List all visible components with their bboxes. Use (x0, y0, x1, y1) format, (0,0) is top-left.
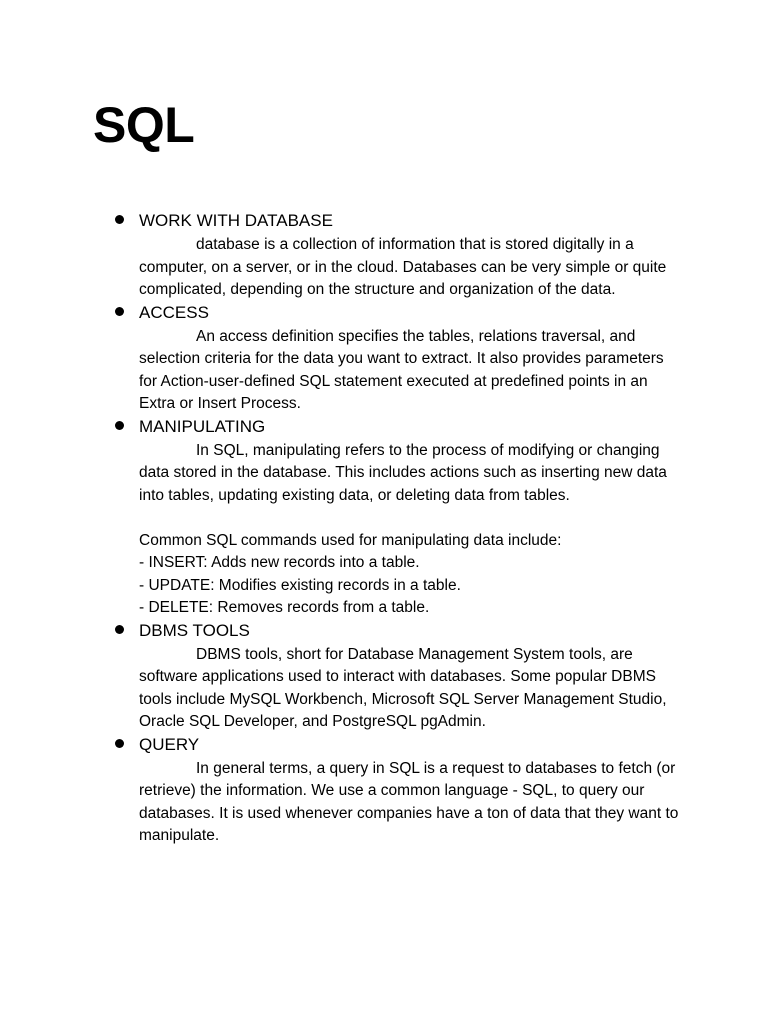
bullet-icon (115, 421, 124, 430)
section-heading: DBMS TOOLS (139, 620, 250, 640)
section-body: An access definition specifies the tables, relations traversal, and selection criteria for the data you want to extract. It also provides parameters for Action-user-defined SQL statement executed at predefined points in an Extra or Insert Process. (139, 327, 664, 412)
section-access (139, 302, 679, 416)
bullet-icon (115, 739, 124, 748)
section-work-with-database (139, 210, 679, 302)
bullet-icon (115, 307, 124, 316)
section-dbms-tools (139, 620, 679, 734)
section-list (139, 210, 679, 848)
section-body: database is a collection of information that is stored digitally in a computer, on a server, or in the cloud. Databases can be very simple or quite complicated, depending on the structure and organization of the data. (139, 236, 667, 298)
section-heading: MANIPULATING (139, 416, 266, 436)
section-heading: WORK WITH DATABASE (139, 211, 333, 230)
section-query (139, 734, 679, 848)
section-heading: QUERY (139, 734, 200, 754)
command-insert: - INSERT: Adds new records into a table. (139, 554, 420, 571)
section-manipulating (139, 416, 679, 620)
commands-intro: Common SQL commands used for manipulating data include: (139, 531, 562, 549)
command-delete: - DELETE: Removes records from a table. (139, 599, 430, 616)
sql-commands-list (139, 530, 679, 620)
bullet-icon (115, 625, 124, 634)
command-update: - UPDATE: Modifies existing records in a table. (139, 576, 461, 594)
section-body: In SQL, manipulating refers to the process of modifying or changing data stored in the database. This includes actions such as inserting new data into tables, updating existing data, or deleting data from tables. (139, 441, 667, 504)
section-body: DBMS tools, short for Database Management System tools, are software applications used to interact with databases. Some popular DBMS tools include MySQL Workbench, Microsoft SQL Server Management Studio, Oracle SQL Developer, and PostgreSQL pgAdmin. (139, 645, 667, 730)
bullet-icon (115, 215, 124, 224)
page-title: SQL (93, 97, 195, 153)
section-body: In general terms, a query in SQL is a request to databases to fetch (or retrieve) the information. We use a common language - SQL, to query our databases. It is used whenever companies have a ton of data that they want to manipulate. (139, 759, 679, 844)
section-heading: ACCESS (139, 302, 209, 322)
